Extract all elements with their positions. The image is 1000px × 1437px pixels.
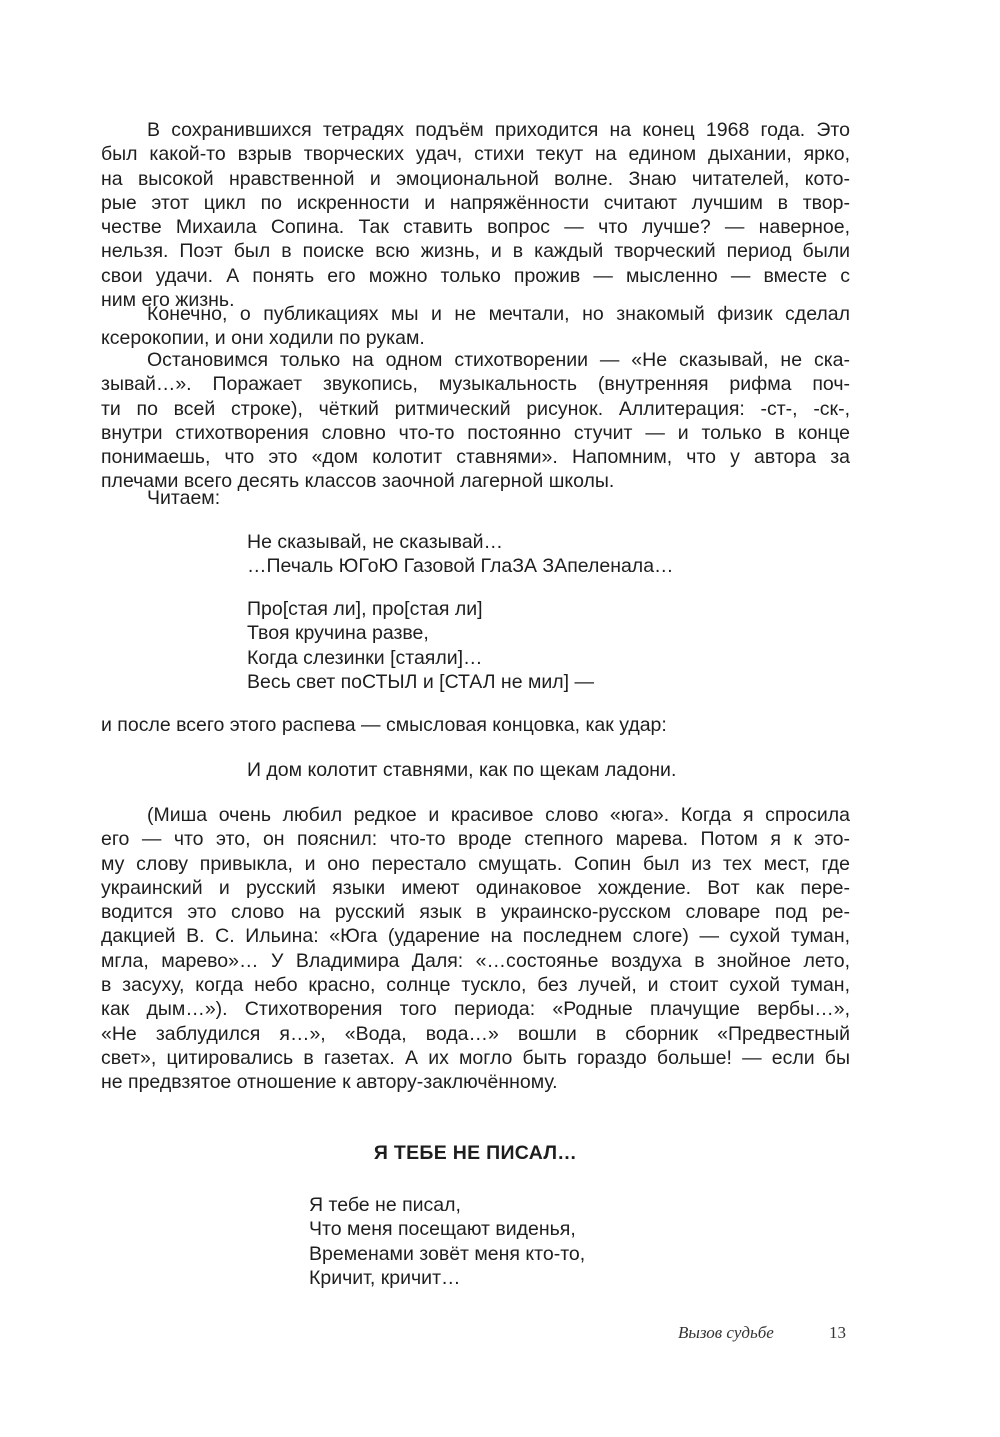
verse-line: Кричит, кричит… [309, 1266, 461, 1289]
poem-title: Я ТЕБЕ НЕ ПИСАЛ… [373, 1142, 578, 1164]
verse-line: Твоя кручина разве, [247, 622, 429, 645]
text-line: Остановимся только на одном стихотворении — «Не сказывай, не ска- [147, 349, 850, 371]
text-line: честве Михаила Сопина. Так ставить вопрос — что лучше? — наверное, [101, 216, 850, 239]
verse-line: Я тебе не писал, [309, 1194, 461, 1216]
text-line: Читаем: [147, 487, 221, 509]
text-line: украинский и русский языки имеют одинаковое хождение. Вот как пере- [101, 876, 850, 899]
page-number: 13 [829, 1323, 846, 1342]
verse-line: И дом колотит ставнями, как по щекам ладони. [247, 759, 677, 781]
verse-line: Когда слезинки [стаяли]… [247, 646, 483, 669]
paragraph [101, 348, 850, 494]
text-line: внутри стихотворения словно что-то постоянно стучит — и только в конце [101, 421, 850, 444]
text-line: (Миша очень любил редкое и красивое слово «юга». Когда я спросила [147, 804, 850, 826]
text-line: зывай…». Поражает звукопись, музыкальность (внутренняя рифма поч- [101, 373, 850, 396]
text-line: рые этот цикл по искренности и напряжённости считают лучшим в твор- [101, 191, 850, 214]
paragraph [101, 302, 850, 351]
text-line: водится это слово на русский язык в украинско-русском словаре под ре- [101, 901, 850, 924]
text-line: «Не заблудился я…», «Вода, вода…» вошли в сборник «Предвестный [101, 1022, 850, 1045]
verse-line: Временами зовёт меня кто-то, [309, 1242, 586, 1265]
text-line: на высокой нравственной и эмоциональной волне. Знаю читателей, кото- [101, 167, 850, 190]
text-line: ним его жизнь. [101, 289, 235, 312]
text-line: свои удачи. А понять его можно только прожив — мысленно — вместе с [101, 264, 850, 287]
text-line: В сохранившихся тетрадях подъём приходится на конец 1968 года. Это [147, 119, 850, 141]
text-line: ксерокопии, и они ходили по рукам. [101, 327, 425, 350]
quoted-verse [247, 758, 676, 782]
verse-line: Весь свет поСТЫЛ и [СТАЛ не мил] — [247, 670, 594, 693]
text-line: нельзя. Поэт был в поиске всю жизнь, и в каждый творческий период были [101, 240, 850, 263]
running-title: Вызов судьбе [678, 1323, 774, 1342]
text-line: его — что это, он пояснил: что-то вроде степного марева. Потом я к это- [101, 828, 850, 851]
text-line: понимаешь, что это «дом колотит ставнями». Напомним, что у автора за [101, 446, 850, 469]
verse-line: Про[стая ли], про[стая ли] [247, 598, 483, 620]
text-line: плечами всего десять классов заочной лагерной школы. [101, 470, 615, 493]
text-line: и после всего этого распева — смысловая концовка, как удар: [101, 714, 667, 736]
text-line: ти по всей строке), чёткий ритмический рисунок. Аллитерация: -ст-, -ск-, [101, 397, 850, 420]
text-line: дакцией В. С. Ильина: «Юга (ударение на последнем слоге) — сухой туман, [101, 925, 850, 948]
text-line: свет», цитировались в газетах. А их могло быть гораздо больше! — если бы [101, 1046, 850, 1069]
paragraph [101, 118, 850, 312]
verse-line: Не сказывай, не сказывай… [247, 531, 504, 553]
paragraph [101, 486, 850, 510]
text-line: му слову привыкла, и оно перестало смущать. Сопин был из тех мест, где [101, 852, 850, 875]
verse-line: Что меня посещают виденья, [309, 1218, 576, 1241]
text-line: мгла, марево»… У Владимира Даля: «…состоянье воздуха в знойное лето, [101, 949, 850, 972]
poem-body [309, 1193, 585, 1290]
verse-line: …Печаль ЮГоЮ Газовой ГлаЗА ЗАпеленала… [247, 555, 674, 578]
text-line: Конечно, о публикациях мы и не мечтали, но знакомый физик сделал [147, 303, 850, 325]
quoted-verse [247, 597, 594, 694]
text-line: в засуху, когда небо красно, солнце тускло, без лучей, и стоит сухой туман, [101, 974, 850, 997]
text-line: как дым…»). Стихотворения того периода: «Родные плачущие вербы…», [101, 998, 850, 1021]
text-line: не предвзятое отношение к автору-заключённому. [101, 1071, 558, 1094]
quoted-verse [247, 530, 674, 579]
paragraph [101, 803, 850, 1095]
text-line: был какой-то взрыв творческих удач, стихи текут на едином дыхании, ярко, [101, 143, 850, 166]
paragraph [101, 713, 850, 737]
